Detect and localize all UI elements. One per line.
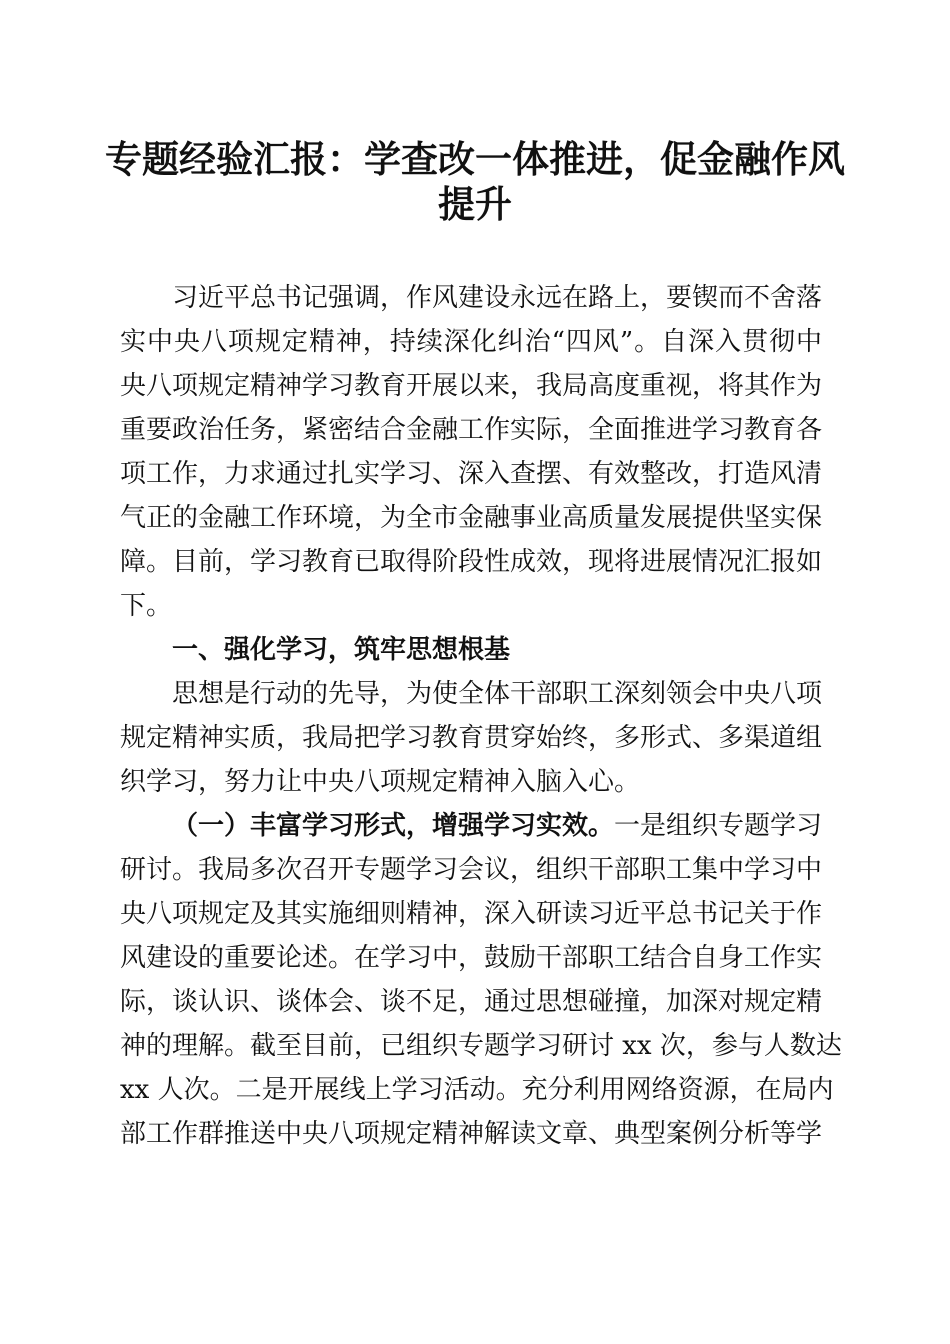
text-line: 研讨。我局多次召开专题学习会议，组织干部职工集中学习中 xyxy=(120,855,823,885)
text-line xyxy=(120,804,822,848)
text-line: 思想是行动的先导，为使全体干部职工深刻领会中央八项 xyxy=(172,679,823,709)
paragraph xyxy=(120,804,842,1156)
text-line: 重要政治任务，紧密结合金融工作实际，全面推进学习教育各 xyxy=(120,415,823,445)
text-line: 神的理解。截至目前，已组织专题学习研讨 xx 次，参与人数达 xyxy=(120,1031,842,1061)
text-line: 际，谈认识、谈体会、谈不足，通过思想碰撞，加深对规定精 xyxy=(120,987,823,1017)
text-line: xx 人次。二是开展线上学习活动。充分利用网络资源，在局内 xyxy=(120,1075,834,1105)
text-line: 一、强化学习，筑牢思想根基 xyxy=(172,635,511,665)
document-body xyxy=(120,276,842,1156)
text-line: 习近平总书记强调，作风建设永远在路上，要锲而不舍落 xyxy=(172,283,823,313)
text-line: 气正的金融工作环境，为全市金融事业高质量发展提供坚实保 xyxy=(120,503,823,533)
text-line: 部工作群推送中央八项规定精神解读文章、典型案例分析等学 xyxy=(120,1119,823,1149)
text-run: 一是组织专题学习 xyxy=(614,811,823,841)
document-title xyxy=(100,137,850,227)
subsection-lead: （一）丰富学习形式，增强学习实效。 xyxy=(172,811,615,841)
text-line: 规定精神实质，我局把学习教育贯穿始终，多形式、多渠道组 xyxy=(120,723,823,753)
text-line: 央八项规定及其实施细则精神，深入研读习近平总书记关于作 xyxy=(120,899,823,929)
title-line: 专题经验汇报：学查改一体推进，促金融作风 xyxy=(105,137,845,181)
text-line: 风建设的重要论述。在学习中，鼓励干部职工结合自身工作实 xyxy=(120,943,823,973)
title-line: 提升 xyxy=(438,182,512,226)
text-line: 下。 xyxy=(120,591,173,621)
paragraph xyxy=(120,276,822,628)
text-line: 项工作，力求通过扎实学习、深入查摆、有效整改，打造风清 xyxy=(120,459,823,489)
text-line: 障。目前，学习教育已取得阶段性成效，现将进展情况汇报如 xyxy=(120,547,823,577)
text-line: 央八项规定精神学习教育开展以来，我局高度重视，将其作为 xyxy=(120,371,823,401)
section-heading xyxy=(120,628,822,672)
text-line: 织学习，努力让中央八项规定精神入脑入心。 xyxy=(120,767,641,797)
paragraph xyxy=(120,672,822,804)
text-line: 实中央八项规定精神，持续深化纠治“四风”。自深入贯彻中 xyxy=(120,327,822,357)
